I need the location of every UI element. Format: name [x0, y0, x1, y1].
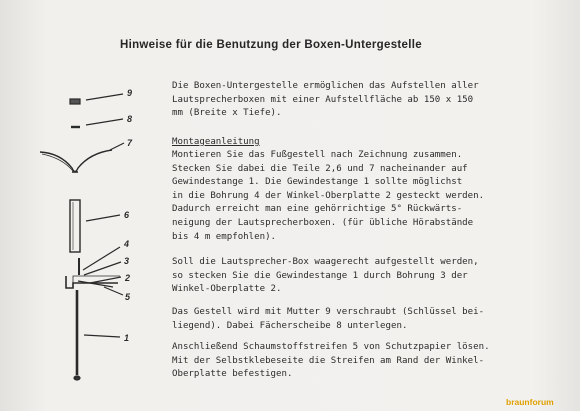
fastening-paragraph: Das Gestell wird mit Mutter 9 verschraubt (Schlüssel bei- liegend). Dabei Fächerscheibe 8 unterlegen.	[172, 307, 485, 331]
part-5-foam-strip	[104, 287, 123, 295]
part-8-washer	[71, 119, 123, 127]
label-part-6: 6	[124, 210, 130, 220]
montage-paragraph: Montieren Sie das Fußgestell nach Zeichnung zusammen. Stecken Sie dabei die Teile 2,6 und 7 nacheinander auf Gewindestange 1. Die Gewindestange 1 sollte möglichst in die Bohrung 4 der Winkel-Oberplatte 2 gesteckt werden. Dadurch erreicht man eine gehörrichtige 5° Rückwärts- neigung der Lautsprecherboxen. (für übliche Hörabstände bis 4 m empfohlen).	[172, 150, 485, 242]
foam-strip-paragraph: Anschließend Schaumstoffstreifen 5 von Schutzpapier lösen. Mit der Selbstklebeseite die Streifen am Rand der Winkel- Oberplatte befestigen.	[172, 342, 490, 380]
label-part-9: 9	[127, 88, 133, 98]
part-9-nut	[70, 94, 123, 104]
part-6-tube	[70, 200, 120, 252]
label-part-2: 2	[125, 273, 131, 283]
part-7-foot	[40, 143, 124, 172]
label-part-7: 7	[127, 138, 133, 148]
part-4-3-bores	[79, 247, 121, 275]
page-title: Hinweise für die Benutzung der Boxen-Untergestelle	[120, 39, 422, 51]
label-part-3: 3	[124, 256, 130, 266]
label-part-5: 5	[125, 292, 131, 302]
horizontal-setup-paragraph: Soll die Lautsprecher-Box waagerecht aufgestellt werden, so stecken Sie die Gewindestange 1 durch Bohrung 3 der Winkel-Oberplatte 2.	[172, 257, 479, 295]
montage-heading: Montageanleitung	[172, 137, 260, 147]
part-1-threaded-rod	[74, 290, 120, 380]
label-part-1: 1	[124, 333, 130, 343]
label-part-4: 4	[124, 239, 130, 249]
label-part-8: 8	[127, 114, 133, 124]
intro-paragraph: Die Boxen-Untergestelle ermöglichen das Aufstellen aller Lautsprecherboxen mit einer Aufstellfläche ab 150 x 150 mm (Breite x Tiefe).	[172, 81, 479, 119]
part-2-angle-plate	[66, 276, 121, 288]
watermark: braunforum	[506, 397, 554, 407]
